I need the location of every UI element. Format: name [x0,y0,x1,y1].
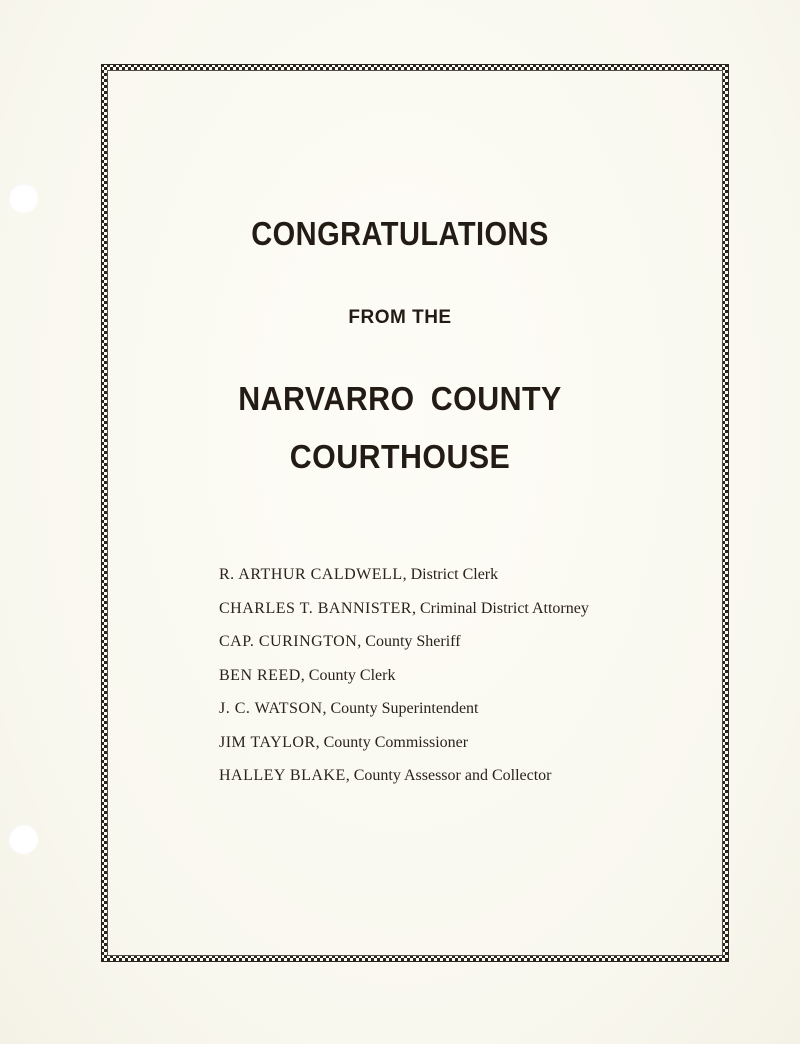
official-entry: CHARLES T. BANNISTER, Criminal District Attorney [219,599,589,617]
subheading-from-the: FROM THE [348,307,452,328]
official-entry: J. C. WATSON, County Superintendent [219,700,479,717]
officials-list [219,566,589,801]
official-name: BEN REED [219,666,301,684]
official-title: District Clerk [410,566,499,583]
checkered-border [101,64,729,962]
punch-hole-bottom [8,824,38,854]
official-entry: R. ARTHUR CALDWELL, District Clerk [219,566,499,583]
official-entry: JIM TAYLOR, County Commissioner [219,733,469,751]
heading-congratulations: CONGRATULATIONS [251,215,549,252]
official-entry: CAP. CURINGTON, County Sheriff [219,633,461,650]
official-title: County Commissioner [323,733,469,751]
official-title: County Superintendent [330,700,479,717]
official-name: CHARLES T. BANNISTER [219,599,412,617]
official-title: County Clerk [308,666,396,684]
official-name: R. ARTHUR CALDWELL [219,566,403,583]
official-name: HALLEY BLAKE [219,767,346,784]
official-name: J. C. WATSON [219,700,323,717]
official-name: JIM TAYLOR [219,733,316,751]
punch-hole-top [8,183,38,213]
official-name: CAP. CURINGTON [219,633,358,650]
official-entry: HALLEY BLAKE, County Assessor and Collector [219,767,552,784]
official-title: County Assessor and Collector [353,767,552,784]
official-entry: BEN REED, County Clerk [219,666,396,684]
official-title: County Sheriff [365,633,461,650]
organization-name: NARVARRO COUNTY [238,380,562,417]
official-title: Criminal District Attorney [419,599,589,617]
organization-building: COURTHOUSE [289,438,511,475]
